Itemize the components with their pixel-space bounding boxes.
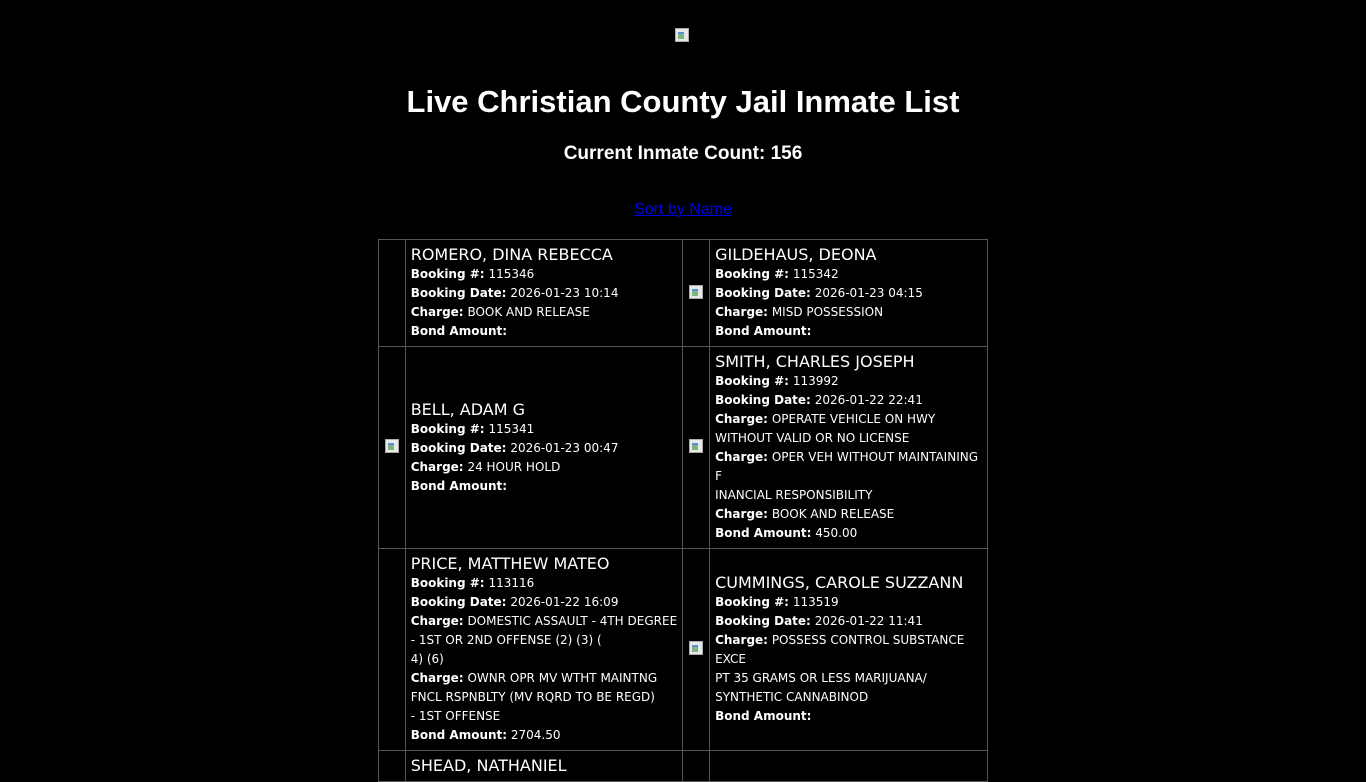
page-title: Live Christian County Jail Inmate List [406,84,960,119]
bond-amount-label: Bond Amount: [410,728,508,742]
inmate-photo-cell [683,240,710,347]
bond-amount-line [411,322,679,341]
charge-label: Charge: [410,614,464,628]
booking-number-value: 115341 [488,421,535,436]
inmate-photo-cell [683,751,710,782]
booking-date-value: 2026-01-23 00:47 [510,440,619,455]
booking-date-line [411,284,679,303]
charge-label: Charge: [410,459,464,474]
table-row [379,751,988,782]
booking-number-line [715,265,983,284]
charge-label: Charge: [715,450,768,464]
inmate-photo-cell [379,240,406,347]
charge-line [715,505,983,524]
charge-label: Charge: [410,305,464,319]
booking-number-value: 113519 [792,595,839,609]
bond-amount-label: Bond Amount: [715,526,812,540]
charge-label: Charge: [715,507,768,521]
inmate-name: BELL, ADAM G [410,399,526,419]
booking-number-value: 113116 [488,576,535,590]
charge-value: BOOK AND RELEASE [467,305,590,319]
charge-line [411,669,679,726]
charge-value: BOOK AND RELEASE [771,507,895,521]
inmate-table [378,239,988,782]
bond-amount-label: Bond Amount: [410,478,508,493]
booking-date-line [411,439,679,458]
inmate-photo-cell [683,549,710,751]
charge-value: DOMESTIC ASSAULT - 4TH DEGREE - 1ST OR 2ND OFFENSE (2) (3) ( 4) (6) [410,614,678,666]
inmate-name: SMITH, CHARLES JOSEPH [715,352,915,371]
booking-number-label: Booking #: [410,267,485,281]
booking-number-line [411,265,679,284]
booking-date-label: Booking Date: [715,393,811,407]
bond-amount-label: Bond Amount: [410,324,508,338]
table-row [379,549,988,751]
inmate-info-cell [405,347,683,549]
inmate-name: CUMMINGS, CAROLE SUZZANN [715,573,964,592]
inmate-photo-cell [379,751,406,782]
booking-date-value: 2026-01-22 16:09 [510,595,619,609]
booking-date-label: Booking Date: [715,286,811,300]
booking-number-label: Booking #: [715,267,789,281]
bond-amount-line [411,477,679,496]
bond-amount-label: Bond Amount: [715,709,812,723]
sort-container [0,201,1366,219]
broken-image-icon [675,28,689,42]
bond-amount-line [715,707,983,726]
charge-line [411,612,679,669]
booking-date-value: 2026-01-22 11:41 [814,614,923,628]
broken-image-icon [689,439,703,453]
inmate-name: GILDEHAUS, DEONA [715,245,877,264]
booking-date-value: 2026-01-23 04:15 [814,286,923,300]
charge-value: POSSESS CONTROL SUBSTANCE EXCE PT 35 GRAMS OR LESS MARIJUANA/ SYNTHETIC CANNABINOD [715,633,965,704]
booking-date-label: Booking Date: [410,595,507,609]
bond-amount-line [411,726,679,745]
bond-amount-line [715,322,983,341]
inmate-info-cell [405,240,683,347]
charge-value: MISD POSSESSION [771,305,884,319]
charge-line [715,410,983,448]
booking-number-value: 115346 [488,267,535,281]
charge-label: Charge: [715,305,768,319]
booking-number-label: Booking #: [410,421,485,436]
charge-label: Charge: [410,671,464,685]
bond-amount-value: 2704.50 [510,728,561,742]
booking-number-line [715,593,983,612]
table-row [379,240,988,347]
booking-number-line [715,372,983,391]
inmate-info-cell [710,240,988,347]
bond-amount-value: 450.00 [815,526,858,540]
table-row [379,347,988,549]
inmate-photo-cell [683,347,710,549]
booking-number-value: 113992 [792,374,839,388]
inmate-info-cell [710,751,988,782]
booking-number-label: Booking #: [410,576,485,590]
charge-value: OPERATE VEHICLE ON HWY WITHOUT VALID OR NO LICENSE [715,412,936,445]
charge-line [715,303,983,322]
bond-amount-label: Bond Amount: [715,324,812,338]
booking-date-label: Booking Date: [715,614,811,628]
booking-date-value: 2026-01-23 10:14 [510,286,619,300]
booking-date-line [411,593,679,612]
charge-value: OPER VEH WITHOUT MAINTAINING F INANCIAL RESPONSIBILITY [715,450,979,502]
inmate-info-cell [405,549,683,751]
inmate-info-cell [710,549,988,751]
charge-line [411,303,679,322]
charge-line [715,448,983,505]
booking-number-line [411,574,679,593]
charge-label: Charge: [715,412,768,426]
sort-by-name-link[interactable]: Sort by Name [634,201,732,218]
booking-number-label: Booking #: [715,595,789,609]
inmate-count: Current Inmate Count: 156 [563,143,803,164]
inmate-name: ROMERO, DINA REBECCA [410,245,613,264]
booking-number-value: 115342 [792,267,839,281]
booking-number-line [411,420,679,439]
charge-value: OWNR OPR MV WTHT MAINTNG FNCL RSPNBLTY (MV RQRD TO BE REGD) - 1ST OFFENSE [410,671,658,723]
inmate-info-cell [405,751,683,782]
bond-amount-line [715,524,983,543]
broken-image-icon [385,439,399,453]
booking-date-value: 2026-01-22 22:41 [814,393,923,407]
booking-date-label: Booking Date: [410,286,507,300]
booking-date-line [715,391,983,410]
inmate-info-cell [710,347,988,549]
logo-image [675,27,691,43]
broken-image-icon [689,641,703,655]
charge-label: Charge: [715,633,768,647]
booking-date-label: Booking Date: [410,440,507,455]
inmate-photo-cell [379,549,406,751]
booking-date-line [715,612,983,631]
inmate-photo-cell [379,347,406,549]
charge-line [715,631,983,707]
inmate-name: PRICE, MATTHEW MATEO [410,554,610,573]
broken-image-icon [689,285,703,299]
charge-value: 24 HOUR HOLD [467,459,561,474]
charge-line [411,458,679,477]
booking-number-label: Booking #: [715,374,789,388]
inmate-name: SHEAD, NATHANIEL [410,756,567,775]
booking-date-line [715,284,983,303]
